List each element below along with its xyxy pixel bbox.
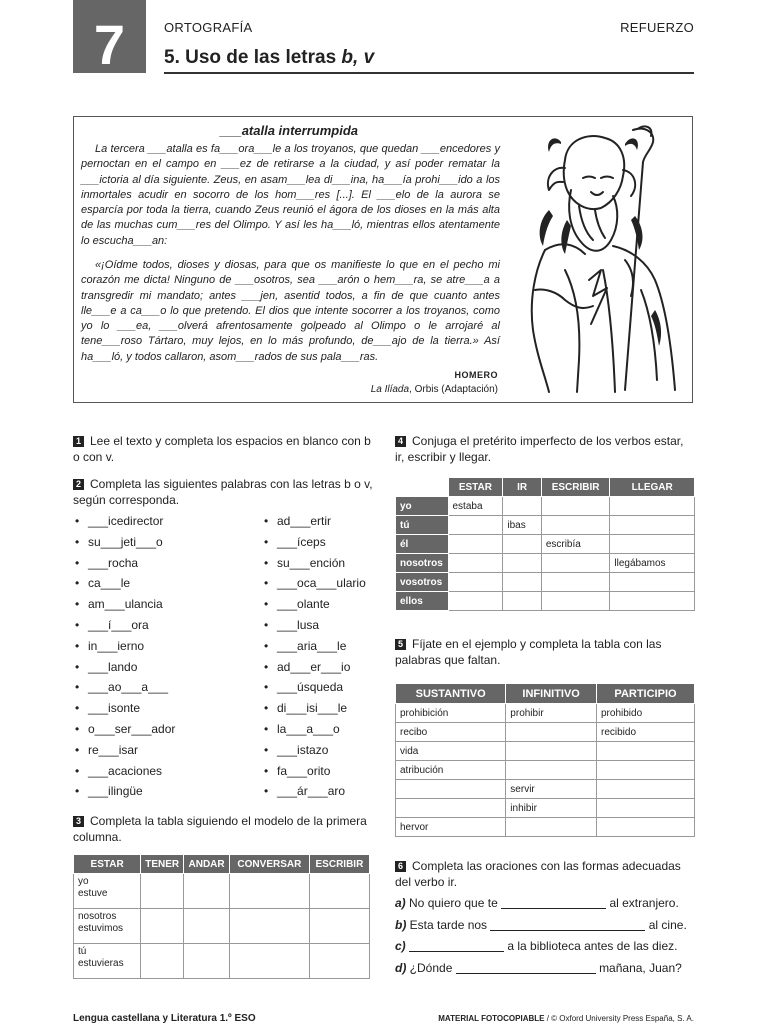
- answer-cell: hervor: [396, 818, 506, 837]
- answer-cell[interactable]: [309, 874, 369, 909]
- exercise-4-table: [395, 477, 695, 611]
- answer-cell[interactable]: [541, 592, 610, 611]
- exercise-6-instruction: 6 Completa las oraciones con las formas adecuadas del verbo ir.: [395, 859, 681, 889]
- answer-cell[interactable]: [141, 944, 184, 979]
- model-cell: [74, 944, 141, 979]
- table-row: [74, 909, 370, 944]
- exercise-5-instruction: 5 Fíjate en el ejemplo y completa la tabla con las palabras que faltan.: [395, 637, 662, 667]
- exercise-3-number: 3: [73, 816, 84, 827]
- word-item[interactable]: • ___rocha: [88, 556, 138, 570]
- word-item[interactable]: • ___ár___aro: [277, 784, 345, 798]
- answer-cell[interactable]: [309, 909, 369, 944]
- answer-cell[interactable]: [396, 799, 506, 818]
- exercise-5-table: [395, 683, 695, 837]
- column-header: IR: [503, 478, 541, 497]
- reading-paragraph-1: La tercera ___atalla es fa___ora___le a los troyanos, que quedan ___encedores y pernoctan en el campo en ___ez de retirarse a la ciudad, y así poder rematar la ___ictoria al día siguiente. Zeus, en asam___lea di___ina, ha___ía prohi___ido a los inmortales acudir en socorro de los hom___res [...]. El ___elo de la aurora se esparcía por toda la tierra, cuando Zeus reunió el ágora de los dioses en la más alta de las muchas cum___res del Olimpo. Y así les ha___ló, mientras ellos atentamente lo escucha___an:: [81, 143, 500, 247]
- answer-cell[interactable]: [503, 554, 541, 573]
- answer-cell[interactable]: [503, 497, 541, 516]
- answer-cell[interactable]: [448, 535, 503, 554]
- verb-form: estuvimos: [78, 923, 124, 934]
- answer-cell[interactable]: [448, 516, 503, 535]
- answer-cell[interactable]: [184, 909, 230, 944]
- answer-cell: servir: [506, 780, 597, 799]
- answer-cell[interactable]: [503, 535, 541, 554]
- answer-cell[interactable]: [506, 742, 597, 761]
- table-row: [396, 592, 695, 611]
- subject-label: ORTOGRAFÍA: [164, 20, 253, 35]
- pronoun: yo: [78, 876, 89, 887]
- column-header: LLEGAR: [610, 478, 695, 497]
- exercise-5-number: 5: [395, 639, 406, 650]
- answer-cell[interactable]: [184, 874, 230, 909]
- answer-cell[interactable]: [610, 497, 695, 516]
- column-header: PARTICIPIO: [597, 684, 695, 704]
- table-row: [396, 780, 695, 799]
- column-header: ANDAR: [184, 855, 230, 874]
- reading-title: ___atalla interrumpida: [220, 123, 358, 138]
- word-item[interactable]: • ___isonte: [88, 701, 140, 715]
- answer-cell[interactable]: [597, 742, 695, 761]
- answer-cell[interactable]: [229, 874, 309, 909]
- word-item[interactable]: • ___ao___a___: [88, 680, 168, 694]
- footer-copyright: MATERIAL FOTOCOPIABLE / © Oxford University Press España, S. A.: [438, 1014, 694, 1023]
- reading-source: La Ilíada, Orbis (Adaptación): [370, 384, 498, 395]
- word-item[interactable]: • ___íceps: [277, 535, 326, 549]
- word-item[interactable]: • am___ulancia: [88, 597, 163, 611]
- answer-cell: inhibir: [506, 799, 597, 818]
- pronoun: nosotros: [78, 911, 117, 922]
- word-item[interactable]: • ___oca___ulario: [277, 576, 366, 590]
- answer-cell[interactable]: [597, 761, 695, 780]
- word-item[interactable]: • ca___le: [88, 576, 130, 590]
- answer-cell[interactable]: [141, 909, 184, 944]
- word-item[interactable]: • su___jeti___o: [88, 535, 163, 549]
- row-header: él: [396, 535, 449, 554]
- column-header: TENER: [141, 855, 184, 874]
- answer-cell: llegábamos: [610, 554, 695, 573]
- word-item[interactable]: • fa___orito: [277, 764, 330, 778]
- word-item[interactable]: • ___olante: [277, 597, 330, 611]
- column-header: ESTAR: [448, 478, 503, 497]
- table-row: [396, 554, 695, 573]
- table-row: [396, 799, 695, 818]
- answer-cell[interactable]: [229, 944, 309, 979]
- answer-cell[interactable]: [309, 944, 369, 979]
- word-item[interactable]: • ___ilingüe: [88, 784, 143, 798]
- answer-cell[interactable]: [541, 573, 610, 592]
- answer-cell[interactable]: [141, 874, 184, 909]
- exercise-2-instruction: 2 Completa las siguientes palabras con las letras b o v, según corresponda.: [73, 477, 373, 507]
- answer-cell: estaba: [448, 497, 503, 516]
- answer-cell[interactable]: [597, 799, 695, 818]
- exercise-3-instruction: 3 Completa la tabla siguiendo el modelo de la primera columna.: [73, 814, 367, 844]
- answer-cell: escribía: [541, 535, 610, 554]
- row-header: vosotros: [396, 573, 449, 592]
- answer-cell: prohibir: [506, 704, 597, 723]
- sentence-c: c) a la biblioteca antes de las diez.: [395, 939, 678, 953]
- answer-cell[interactable]: [597, 780, 695, 799]
- table-row: [396, 761, 695, 780]
- answer-cell[interactable]: [448, 554, 503, 573]
- answer-cell[interactable]: [503, 573, 541, 592]
- answer-cell[interactable]: [448, 592, 503, 611]
- word-item[interactable]: • ad___er___io: [277, 660, 350, 674]
- answer-cell[interactable]: [541, 497, 610, 516]
- answer-cell[interactable]: [396, 780, 506, 799]
- answer-cell[interactable]: [506, 761, 597, 780]
- table-row: [74, 944, 370, 979]
- word-item[interactable]: • ad___ertir: [277, 514, 331, 528]
- table-row: [396, 497, 695, 516]
- answer-cell[interactable]: [229, 909, 309, 944]
- answer-blank-b[interactable]: [490, 918, 645, 931]
- table-row: [396, 742, 695, 761]
- header-divider: [164, 72, 694, 74]
- exercise-1-number: 1: [73, 436, 84, 447]
- word-item[interactable]: • di___isi___le: [277, 701, 347, 715]
- answer-cell[interactable]: [610, 516, 695, 535]
- answer-blank-a[interactable]: [501, 896, 606, 909]
- answer-cell: ibas: [503, 516, 541, 535]
- model-cell: [74, 874, 141, 909]
- answer-blank-c[interactable]: [409, 939, 504, 952]
- table-row: [396, 516, 695, 535]
- table-row: [396, 573, 695, 592]
- row-header: ellos: [396, 592, 449, 611]
- answer-cell[interactable]: [610, 573, 695, 592]
- exercise-4-instruction: 4 Conjuga el pretérito imperfecto de los verbos estar, ir, escribir y llegar.: [395, 434, 684, 464]
- column-header: ESCRIBIR: [309, 855, 369, 874]
- column-header: ESTAR: [74, 855, 141, 874]
- row-header: tú: [396, 516, 449, 535]
- verb-form: estuve: [78, 888, 108, 899]
- answer-cell[interactable]: [610, 592, 695, 611]
- answer-cell[interactable]: [506, 723, 597, 742]
- answer-cell[interactable]: [506, 818, 597, 837]
- table-row: [396, 535, 695, 554]
- footer-course: Lengua castellana y Literatura 1.º ESO: [73, 1013, 256, 1024]
- word-item[interactable]: • ___aria___le: [277, 639, 346, 653]
- word-item[interactable]: • ___acaciones: [88, 764, 162, 778]
- answer-cell: vida: [396, 742, 506, 761]
- word-item[interactable]: • re___isar: [88, 743, 138, 757]
- exercise-4-number: 4: [395, 436, 406, 447]
- answer-cell[interactable]: [610, 535, 695, 554]
- row-header: nosotros: [396, 554, 449, 573]
- reading-paragraph-2: «¡Oídme todos, dioses y diosas, para que os manifieste lo que en el pecho mi corazón me dicta! Ninguno de ___osotros, sea ___arón o hem___ra, se atre___a a transgredir mi mandato; antes ___jen, asentid todos, a fin de que cuanto antes lle___e a ca___o lo que pretendo. El dios que intente socorrer a los troyanos, como yo lo ___ea, ___olverá afrentosamente golpeado al Olimpo o le arrojaré al tene___roso Tártaro, muy lejos, en lo más profundo, de___ajo de la tierra.» Así ha___ló, y todos callaron, asom___rados de sus pala___ras.: [81, 259, 500, 363]
- answer-cell[interactable]: [597, 818, 695, 837]
- answer-cell[interactable]: [541, 554, 610, 573]
- answer-cell: prohibido: [597, 704, 695, 723]
- exercise-2-number: 2: [73, 479, 84, 490]
- answer-cell[interactable]: [541, 516, 610, 535]
- word-item[interactable]: • ___í___ora: [88, 618, 149, 632]
- exercise-6-number: 6: [395, 861, 406, 872]
- table-row: [396, 723, 695, 742]
- table-row: [396, 818, 695, 837]
- page-title: 5. Uso de las letras b, v: [164, 47, 375, 68]
- column-header: CONVERSAR: [229, 855, 309, 874]
- table-row: [396, 704, 695, 723]
- answer-cell: prohibición: [396, 704, 506, 723]
- answer-cell: atribución: [396, 761, 506, 780]
- word-item[interactable]: • in___ierno: [88, 639, 144, 653]
- word-item[interactable]: • su___ención: [277, 556, 345, 570]
- word-item[interactable]: • la___a___o: [277, 722, 340, 736]
- answer-cell: recibo: [396, 723, 506, 742]
- answer-cell[interactable]: [448, 573, 503, 592]
- zeus-illustration: [505, 120, 690, 395]
- pronoun: tú: [78, 946, 87, 957]
- column-header: ESCRIBIR: [541, 478, 610, 497]
- unit-number-badge: 7: [73, 0, 146, 73]
- word-item[interactable]: • ___lusa: [277, 618, 319, 632]
- sentence-a: a) No quiero que te al extranjero.: [395, 896, 679, 910]
- column-header: SUSTANTIVO: [396, 684, 506, 704]
- answer-blank-d[interactable]: [456, 961, 596, 974]
- answer-cell[interactable]: [503, 592, 541, 611]
- answer-cell: recibido: [597, 723, 695, 742]
- table-row: [74, 874, 370, 909]
- column-header: INFINITIVO: [506, 684, 597, 704]
- reading-author: HOMERO: [454, 370, 498, 380]
- word-item[interactable]: • ___icedirector: [88, 514, 163, 528]
- exercise-1-instruction: 1 Lee el texto y completa los espacios en blanco con b o con v.: [73, 434, 371, 464]
- exercise-3-table: [73, 854, 370, 979]
- verb-form: estuvieras: [78, 958, 124, 969]
- row-header: yo: [396, 497, 449, 516]
- word-item[interactable]: • ___istazo: [277, 743, 328, 757]
- model-cell: [74, 909, 141, 944]
- sentence-b: b) Esta tarde nos al cine.: [395, 918, 687, 932]
- word-item[interactable]: • ___lando: [88, 660, 137, 674]
- sentence-d: d) ¿Dónde mañana, Juan?: [395, 961, 682, 975]
- word-item[interactable]: • o___ser___ador: [88, 722, 175, 736]
- level-label: REFUERZO: [620, 20, 694, 35]
- answer-cell[interactable]: [184, 944, 230, 979]
- word-item[interactable]: • ___úsqueda: [277, 680, 343, 694]
